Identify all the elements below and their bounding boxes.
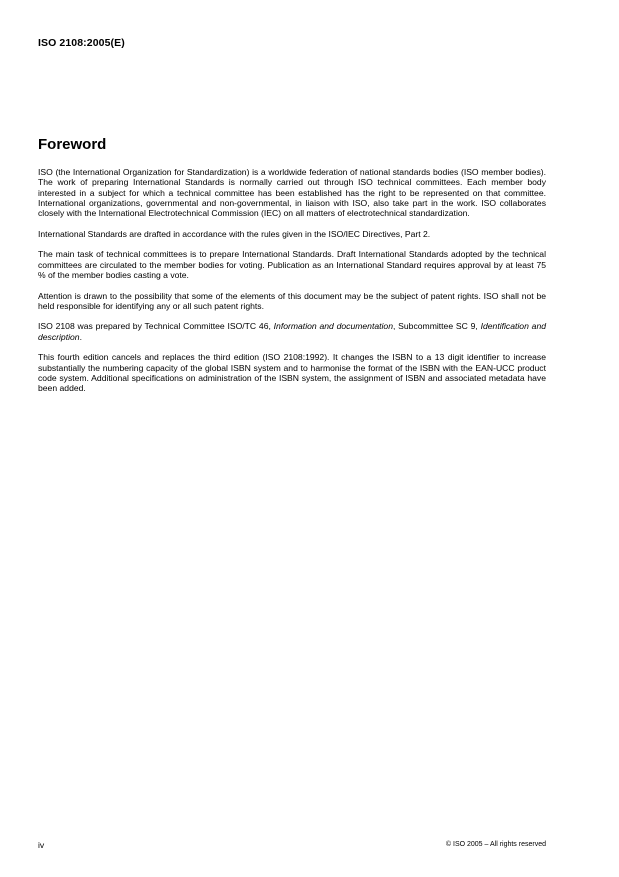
committee-name: Information and documentation: [273, 321, 393, 332]
prepared-by-suffix: .: [79, 331, 82, 342]
paragraph-prepared-by: [38, 321, 546, 342]
paragraph-iso-intro: ISO (the International Organization for Standardization) is a worldwide federation of national standards bodies (ISO member bodies). The work of preparing International Standards is normally carried out through ISO technical committees. Each member body interested in a subject for which a technical committee has been established has the right to be represented on that committee. International organizations, governmental and non-governmental, in liaison with ISO, also take part in the work. ISO collaborates closely with the International Electrotechnical Commission (IEC) on all matters of electrotechnical standardization.: [38, 167, 546, 219]
page-number: iv: [38, 840, 45, 850]
paragraph-edition: This fourth edition cancels and replaces the third edition (ISO 2108:1992). It changes the ISBN to a 13 digit identifier to increase substantially the numbering capacity of the global ISBN system and to harmonise the format of the ISBN with the EAN-UCC product code system. Additional specifications on administration of the ISBN system, the assignment of ISBN and associated metadata have been added.: [38, 352, 546, 394]
paragraph-patent-rights: Attention is drawn to the possibility that some of the elements of this document may be the subject of patent rights. ISO shall not be held responsible for identifying any or all such patent rights.: [38, 290, 546, 311]
prepared-by-prefix: ISO 2108 was prepared by Technical Committee ISO/TC 46,: [38, 321, 274, 332]
copyright-notice: © ISO 2005 – All rights reserved: [445, 841, 546, 848]
paragraph-main-task: The main task of technical committees is to prepare International Standards. Draft International Standards adopted by the technical committees are circulated to the member bodies for voting. Publication as an International Standard requires approval by at least 75 % of the member bodies casting a vote.: [38, 249, 546, 280]
paragraph-directives: International Standards are drafted in accordance with the rules given in the ISO/IEC Directives, Part 2.: [38, 228, 431, 239]
foreword-body: [38, 167, 546, 404]
prepared-by-middle: , Subcommittee SC 9,: [392, 321, 481, 332]
page-title: Foreword: [38, 136, 107, 153]
document-id-header: ISO 2108:2005(E): [38, 37, 125, 49]
subcommittee-name: Identification and description: [38, 321, 546, 342]
